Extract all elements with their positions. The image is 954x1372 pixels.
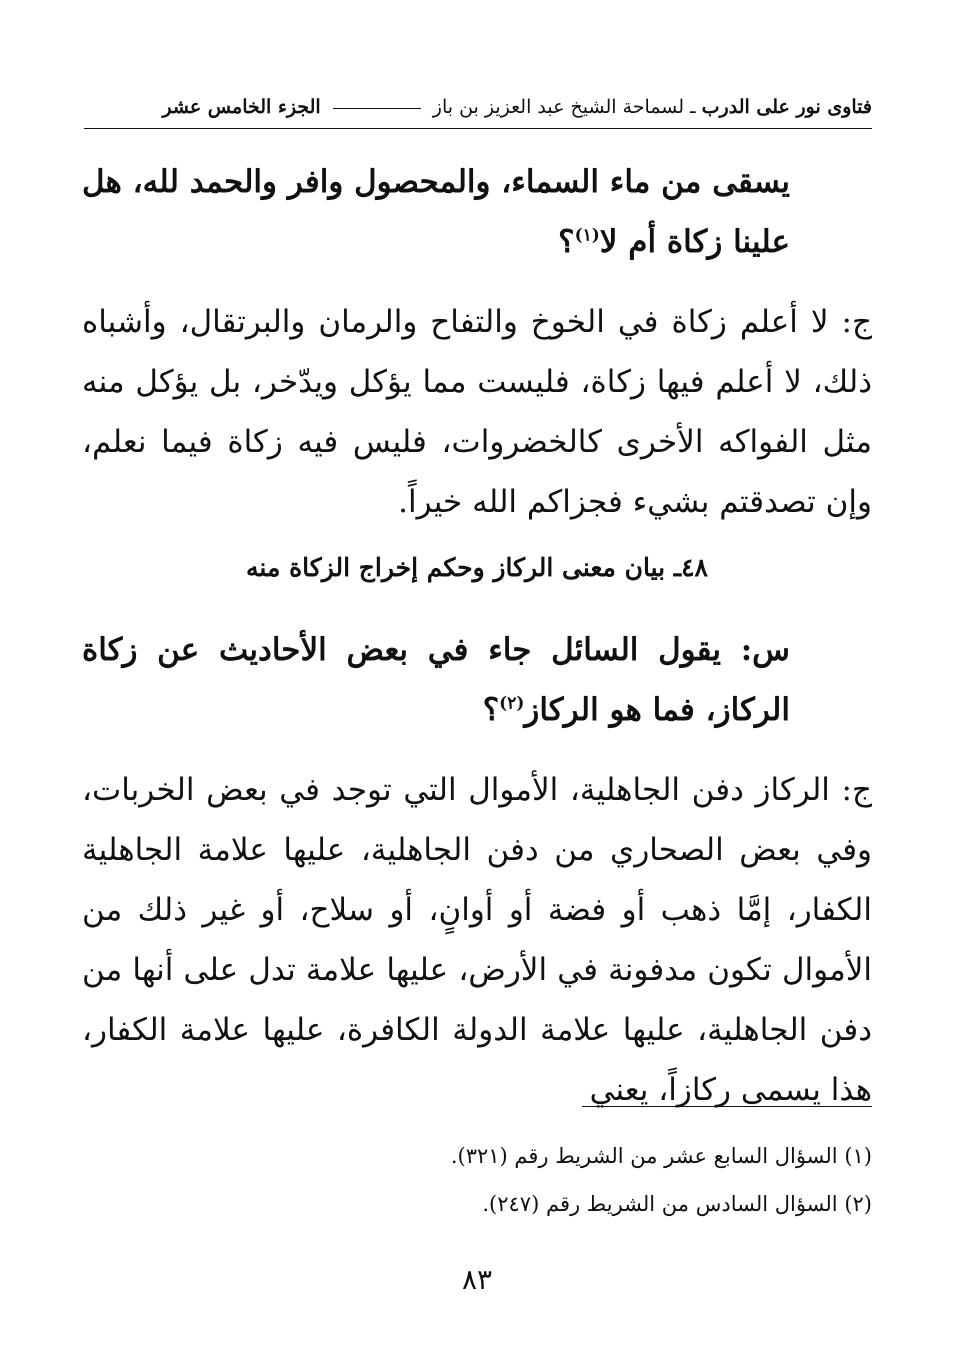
question-2 bbox=[82, 620, 872, 740]
footnote-2: (٢) السؤال السادس من الشريط رقم (٢٤٧). bbox=[482, 1192, 872, 1216]
footnote-ref-1: (١) bbox=[574, 225, 600, 246]
question-2-mark: ؟ bbox=[482, 692, 500, 728]
volume-label: الجزء الخامس عشر bbox=[162, 96, 321, 118]
footnote-ref-2: (٢) bbox=[499, 693, 525, 714]
question-1-mark: ؟ bbox=[558, 224, 575, 260]
header-dash: ـ bbox=[684, 96, 696, 118]
answer-2: ج: الركاز دفن الجاهلية، الأموال التي توجد في بعض الخربات، وفي بعض الصحاري من دفن الجاهلية، عليها علامة الجاهلية الكفار، إمَّا ذهب أو فضة أو أوانٍ، أو سلاح، أو غير ذلك من الأموال تكون مدفونة في الأرض، عليها علامة تدل على أنها من دفن الجاهلية، عليها علامة الدولة الكافرة، عليها علامة الكفار، هذا يسمى ركازاً، يعني bbox=[82, 772, 872, 1108]
answer-1: ج: لا أعلم زكاة في الخوخ والتفاح والرمان والبرتقال، وأشباه ذلك، لا أعلم فيها زكاة، فليست مما يؤكل ويدّخر، بل يؤكل منه مثل الفواكه الأخرى كالخضروات، فليس فيه زكاة فيما نعلم، وإن تصدقتم بشيء فجزاكم الله خيراً. bbox=[82, 304, 872, 520]
footnote-1: (١) السؤال السابع عشر من الشريط رقم (٣٢١). bbox=[450, 1144, 872, 1168]
header-rule bbox=[333, 108, 421, 109]
section-heading: ٤٨ـ بيان معنى الركاز وحكم إخراج الزكاة منه bbox=[246, 553, 708, 582]
running-header bbox=[82, 92, 872, 122]
header-divider bbox=[84, 128, 872, 129]
author-name: لسماحة الشيخ عبد العزيز بن باز bbox=[432, 96, 684, 118]
book-title: فتاوى نور على الدرب bbox=[701, 96, 872, 118]
question-1-continued bbox=[82, 152, 872, 272]
page-number: ٨٣ bbox=[461, 1263, 493, 1296]
question-2-text: س: يقول السائل جاء في بعض الأحاديث عن زكاة الركاز، فما هو الركاز bbox=[82, 632, 790, 728]
question-1-text: يسقى من ماء السماء، والمحصول وافر والحمد لله، هل علينا زكاة أم لا bbox=[82, 164, 790, 260]
footnote-divider bbox=[582, 1106, 872, 1107]
